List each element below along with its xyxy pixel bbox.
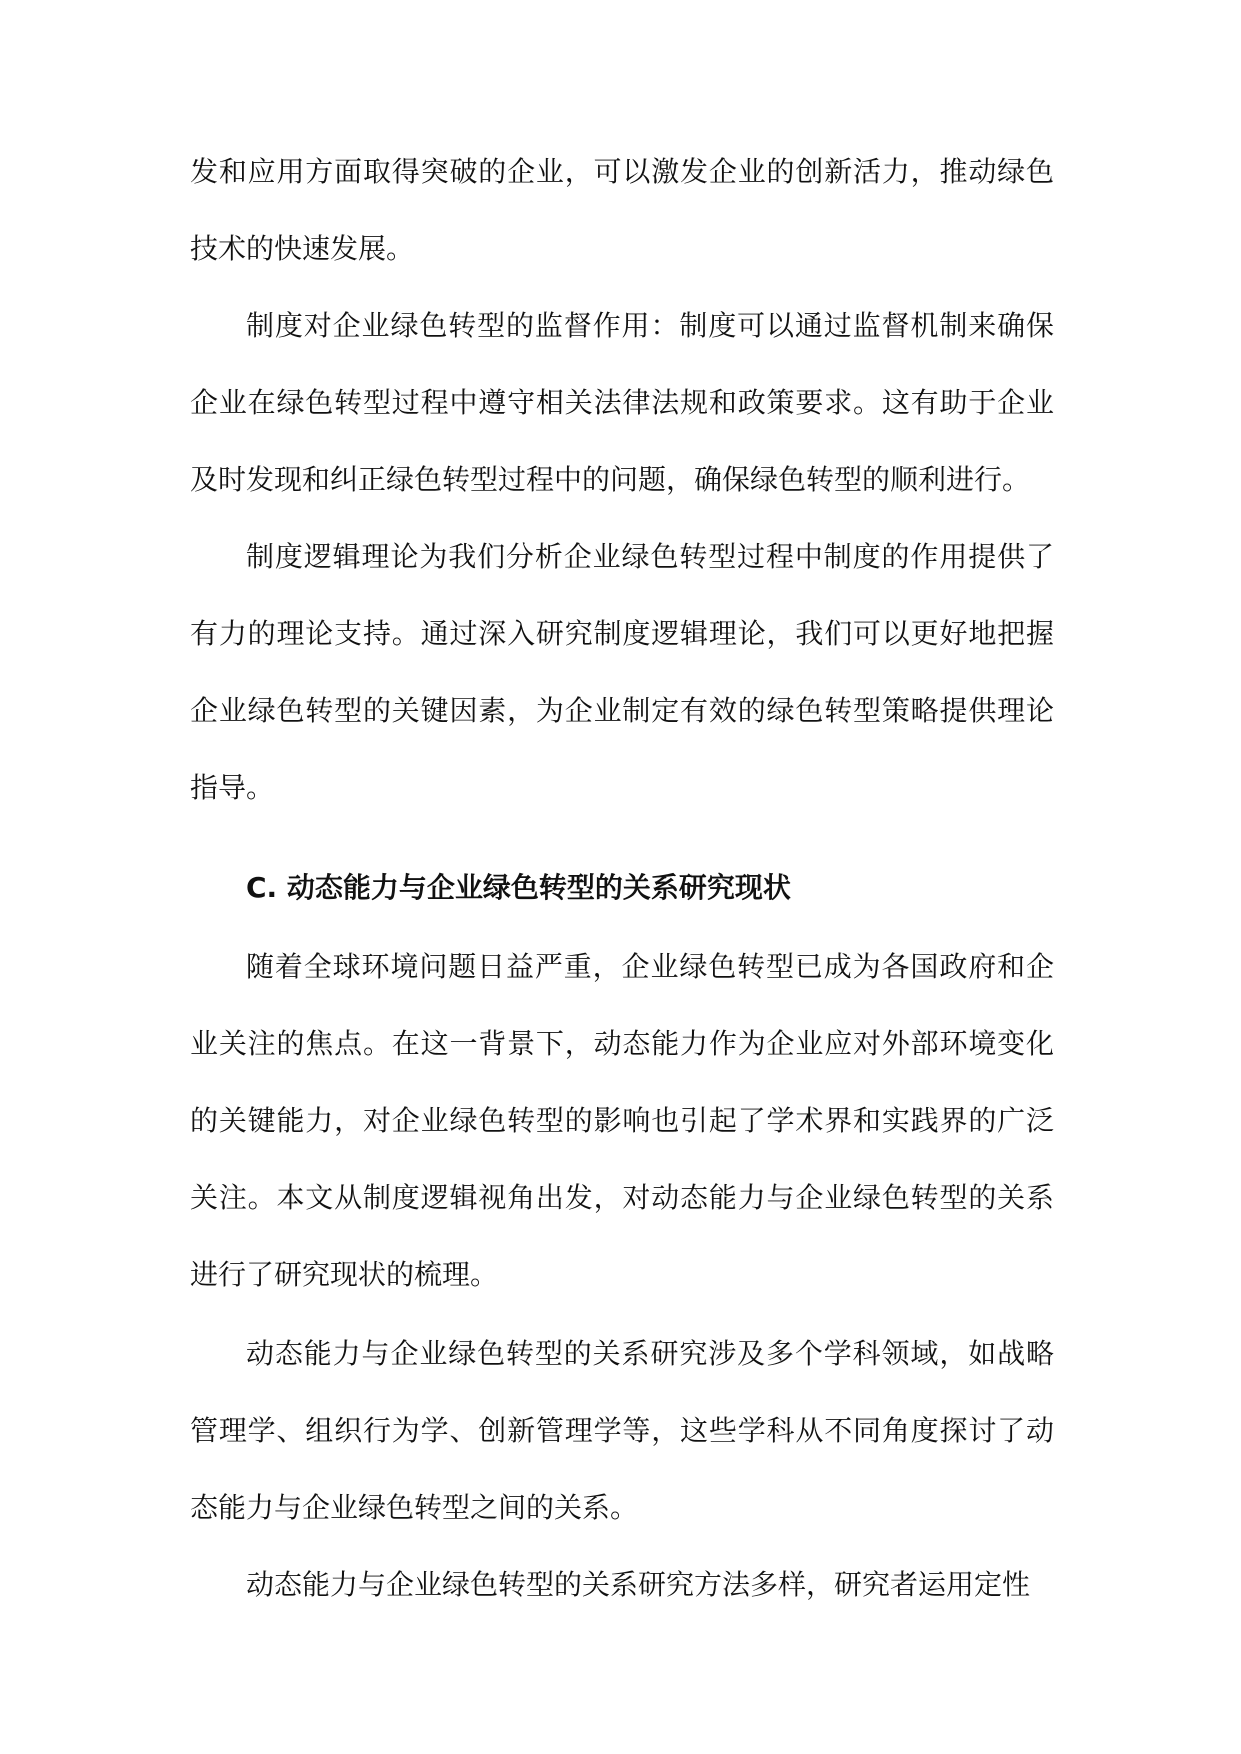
paragraph-methods: 动态能力与企业绿色转型的关系研究方法多样，研究者运用定性 [246,1568,1031,1601]
paragraph-disciplines: 动态能力与企业绿色转型的关系研究涉及多个学科领域，如战略管理学、组织行为学、创新管理学等，这些学科从不同角度探讨了动态能力与企业绿色转型之间的关系。 [190,1337,1054,1524]
paragraph-supervision-role: 制度对企业绿色转型的监督作用：制度可以通过监督机制来确保企业在绿色转型过程中遵守相关法律法规和政策要求。这有助于企业及时发现和纠正绿色转型过程中的问题，确保绿色转型的顺利进行。 [190,309,1054,496]
paragraph-background: 随着全球环境问题日益严重，企业绿色转型已成为各国政府和企业关注的焦点。在这一背景下，动态能力作为企业应对外部环境变化的关键能力，对企业绿色转型的影响也引起了学术界和实践界的广泛关注。本文从制度逻辑视角出发，对动态能力与企业绿色转型的关系进行了研究现状的梳理。 [190,950,1054,1291]
paragraph-institutional-logic-summary: 制度逻辑理论为我们分析企业绿色转型过程中制度的作用提供了有力的理论支持。通过深入研究制度逻辑理论，我们可以更好地把握企业绿色转型的关键因素，为企业制定有效的绿色转型策略提供理论指导。 [190,540,1054,804]
paragraph-continued: 发和应用方面取得突破的企业，可以激发企业的创新活力，推动绿色技术的快速发展。 [190,155,1054,265]
section-heading-c: C. 动态能力与企业绿色转型的关系研究现状 [246,871,791,904]
